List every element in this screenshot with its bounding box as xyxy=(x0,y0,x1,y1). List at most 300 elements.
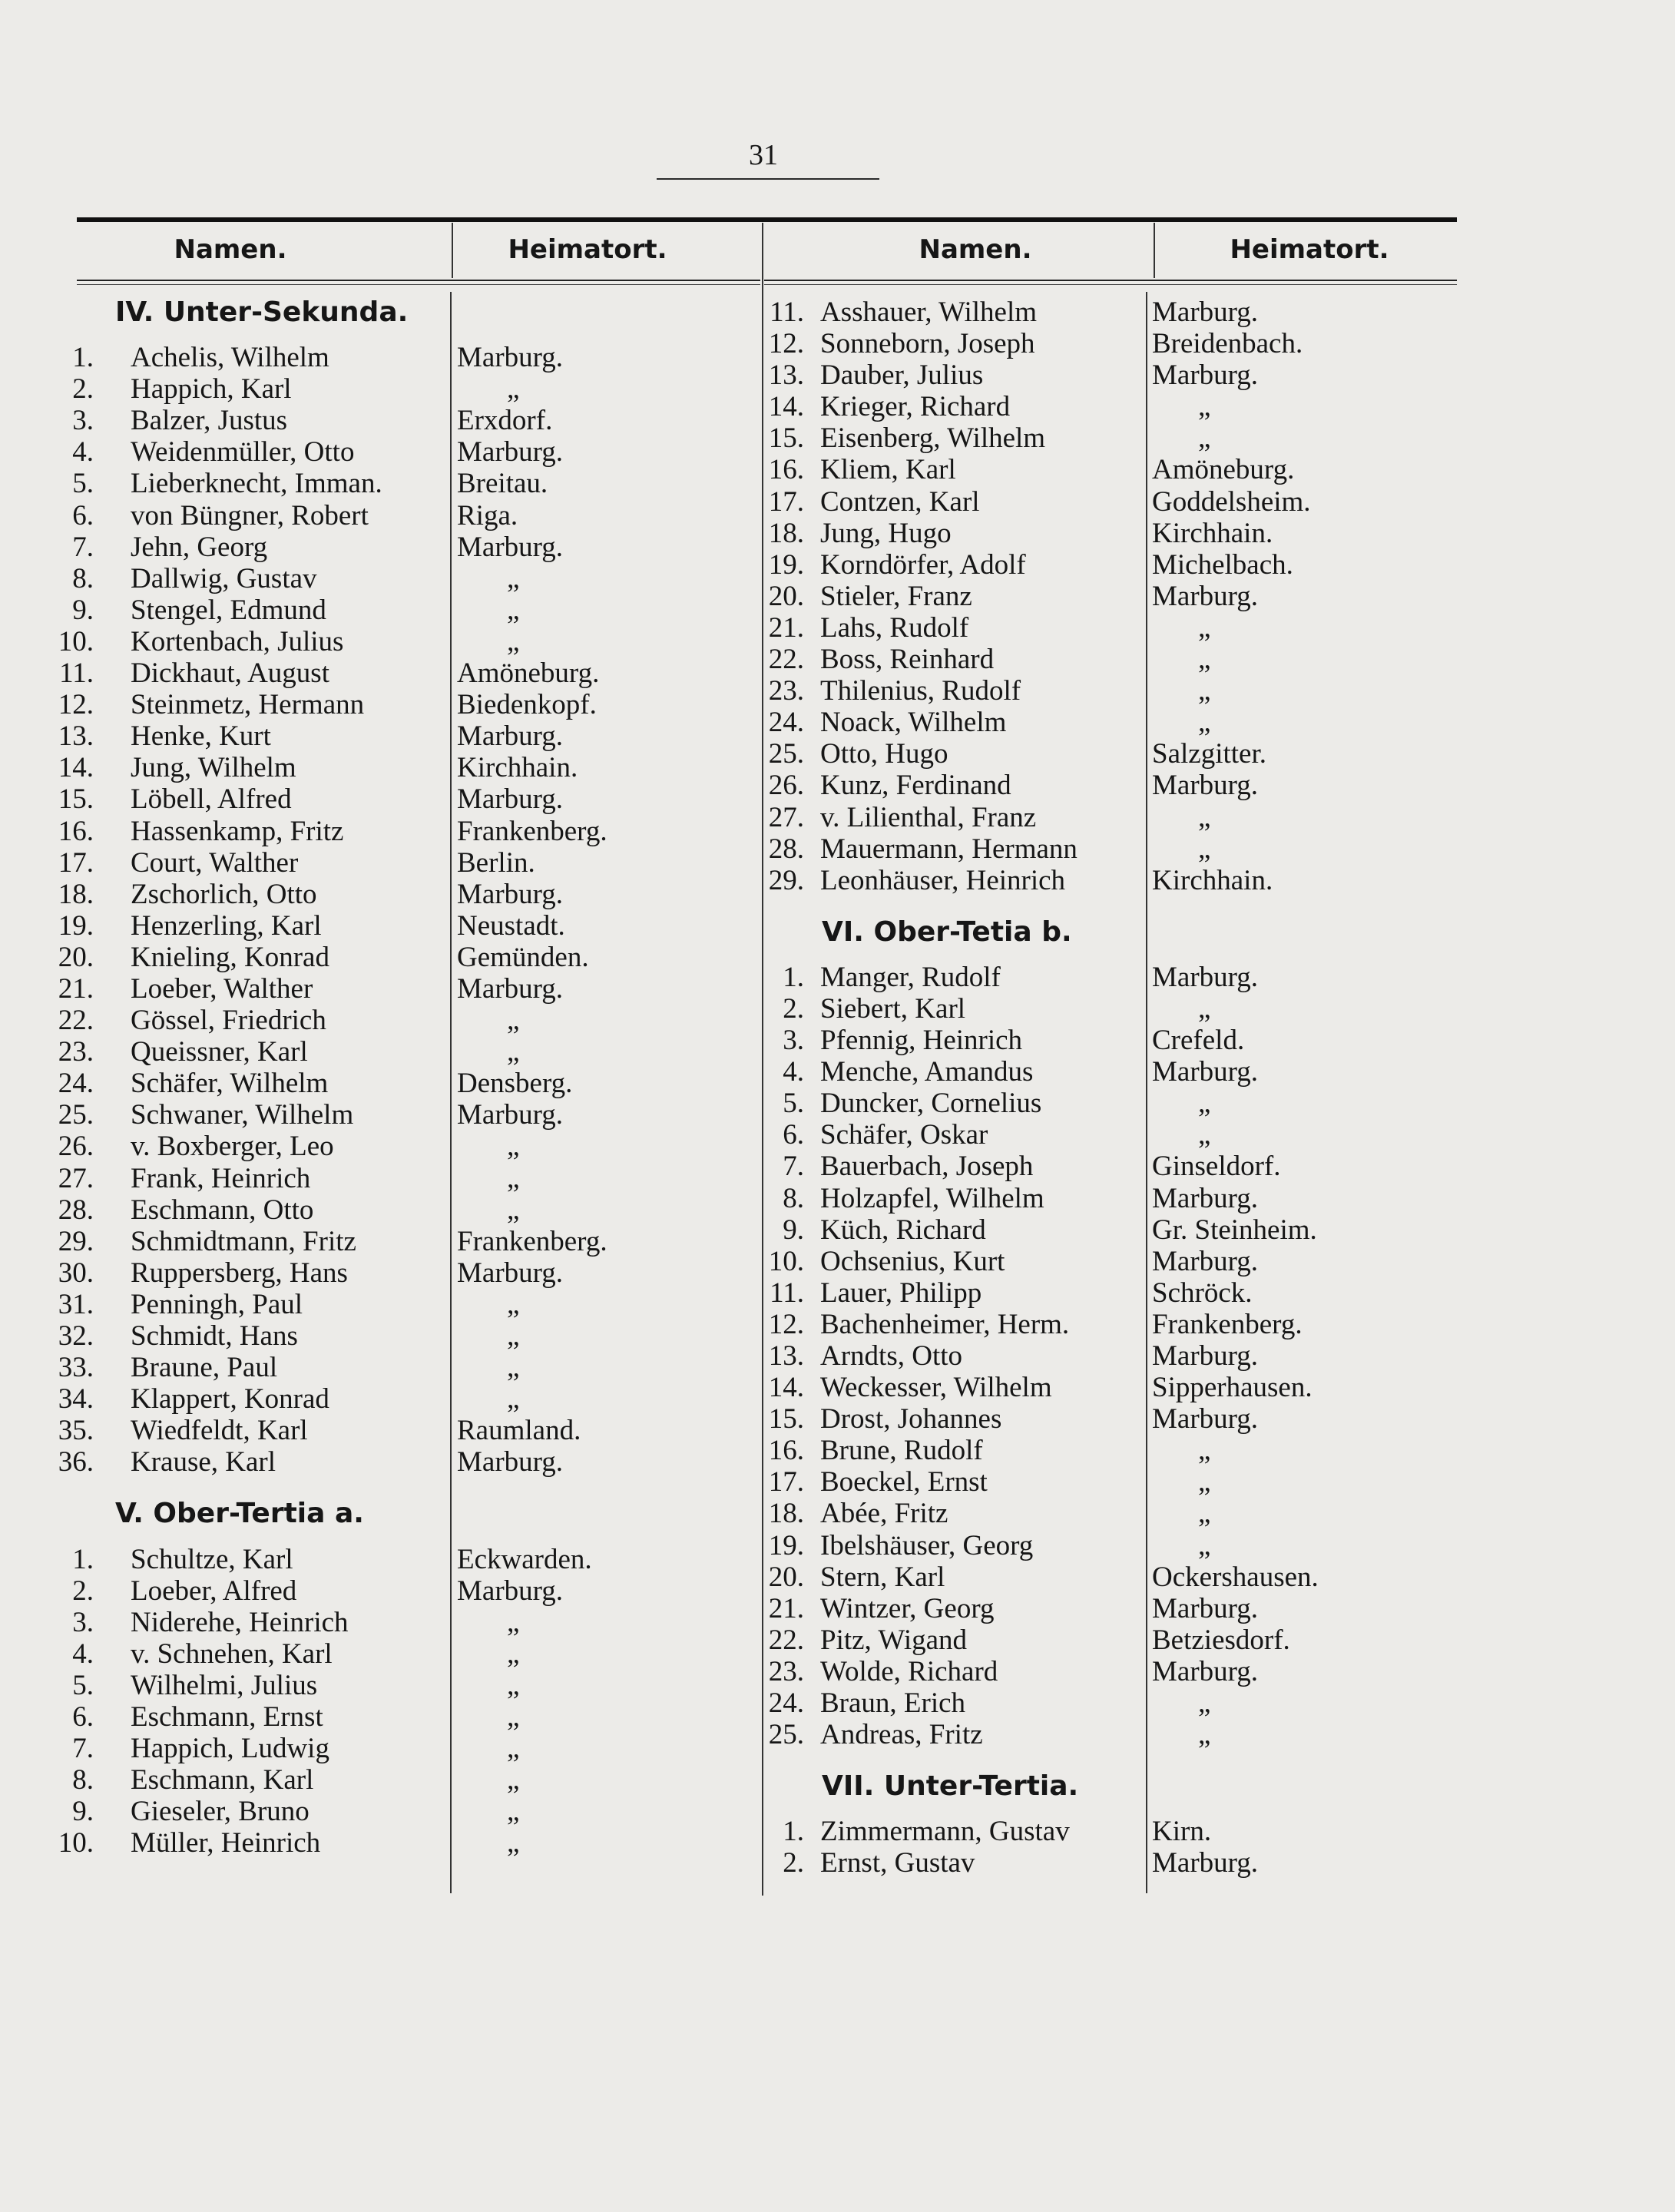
entry-number: 34. xyxy=(58,1383,94,1416)
student-name: Achelis, Wilhelm xyxy=(131,342,329,374)
list-item xyxy=(46,1131,753,1162)
list-item xyxy=(760,1214,1452,1246)
hometown: Kirchhain. xyxy=(1152,517,1273,549)
list-item xyxy=(760,1183,1452,1214)
student-name: Court, Walther xyxy=(131,846,299,879)
student-name: Queissner, Karl xyxy=(131,1036,308,1068)
student-name: Ochsenius, Kurt xyxy=(820,1245,1005,1277)
hometown: „ xyxy=(1198,675,1211,707)
list-item xyxy=(46,531,753,563)
list-item xyxy=(46,720,753,752)
hometown: Ginseldorf. xyxy=(1152,1151,1281,1183)
student-name: Lieberknecht, Imman. xyxy=(131,468,382,500)
entry-number: 7. xyxy=(72,1733,94,1765)
student-name: v. Boxberger, Leo xyxy=(131,1131,334,1163)
top-rule-left xyxy=(77,217,818,222)
entry-number: 12. xyxy=(768,1308,804,1340)
entry-number: 25. xyxy=(768,738,804,770)
entry-number: 33. xyxy=(58,1352,94,1384)
hometown: „ xyxy=(1198,644,1211,676)
entry-number: 32. xyxy=(58,1320,94,1352)
entry-number: 4. xyxy=(72,436,94,469)
student-name: Mauermann, Hermann xyxy=(820,833,1077,865)
section-title: V. Ober-Tertia a. xyxy=(115,1498,364,1530)
list-item xyxy=(46,1701,753,1733)
list-item xyxy=(46,1099,753,1131)
hometown: „ xyxy=(1198,1687,1211,1720)
entry-number: 24. xyxy=(58,1068,94,1100)
list-item xyxy=(46,1320,753,1352)
entry-number: 21. xyxy=(58,972,94,1005)
entry-number: 23. xyxy=(768,675,804,707)
student-name: Schultze, Karl xyxy=(131,1543,293,1575)
list-item xyxy=(760,1056,1452,1088)
header-names-left: Namen. xyxy=(174,234,287,265)
entry-number: 2. xyxy=(72,373,94,406)
hometown: „ xyxy=(1198,1466,1211,1498)
list-item xyxy=(760,1593,1452,1624)
hometown: „ xyxy=(507,1733,520,1765)
student-name: Leonhäuser, Heinrich xyxy=(820,864,1066,896)
hometown: „ xyxy=(507,1005,520,1037)
list-item xyxy=(46,816,753,847)
entry-number: 15. xyxy=(768,422,804,455)
entry-number: 9. xyxy=(72,594,94,626)
page-number: 31 xyxy=(749,139,778,171)
entry-number: 36. xyxy=(58,1446,94,1479)
hometown: „ xyxy=(507,1194,520,1226)
section-title: VII. Unter-Tertia. xyxy=(822,1770,1079,1803)
hometown: Frankenberg. xyxy=(1152,1308,1303,1340)
list-item xyxy=(46,1415,753,1446)
hometown: Densberg. xyxy=(457,1068,573,1100)
list-item xyxy=(760,1561,1452,1593)
hometown: Marburg. xyxy=(457,1257,564,1289)
list-item xyxy=(46,405,753,436)
student-name: Stieler, Franz xyxy=(820,580,972,612)
list-item xyxy=(46,689,753,720)
header-divider xyxy=(452,223,453,278)
list-item xyxy=(760,422,1452,454)
entry-number: 10. xyxy=(58,625,94,657)
student-name: Drost, Johannes xyxy=(820,1403,1002,1435)
list-item xyxy=(760,644,1452,675)
entry-number: 20. xyxy=(58,941,94,973)
hometown: Kirchhain. xyxy=(1152,864,1273,896)
student-name: Dallwig, Gustav xyxy=(131,562,317,594)
student-name: Zschorlich, Otto xyxy=(131,878,317,910)
student-name: Gössel, Friedrich xyxy=(131,1005,326,1037)
student-name: Henke, Kurt xyxy=(131,720,271,753)
entry-number: 12. xyxy=(768,328,804,360)
student-name: Gieseler, Bruno xyxy=(131,1796,310,1828)
hometown: Berlin. xyxy=(457,846,535,879)
hometown: Frankenberg. xyxy=(457,815,607,847)
entry-number: 4. xyxy=(783,1056,804,1088)
student-name: Dauber, Julius xyxy=(820,359,984,392)
hometown: Amöneburg. xyxy=(457,657,600,690)
section-title: IV. Unter-Sekunda. xyxy=(115,296,409,328)
student-name: Abée, Fritz xyxy=(820,1498,948,1530)
hometown: „ xyxy=(1198,707,1211,739)
student-name: Niderehe, Heinrich xyxy=(131,1606,349,1638)
student-name: Boss, Reinhard xyxy=(820,644,995,676)
student-name: Schäfer, Wilhelm xyxy=(131,1068,329,1100)
entry-number: 18. xyxy=(768,517,804,549)
entry-number: 7. xyxy=(72,531,94,563)
entry-number: 1. xyxy=(783,961,804,993)
student-name: Frank, Heinrich xyxy=(131,1162,311,1194)
student-name: Wiedfeldt, Karl xyxy=(131,1415,308,1447)
entry-number: 25. xyxy=(58,1099,94,1131)
entry-number: 4. xyxy=(72,1637,94,1670)
entry-number: 2. xyxy=(783,1847,804,1879)
entry-number: 16. xyxy=(768,454,804,486)
section-title: VI. Ober-Tetia b. xyxy=(822,916,1072,948)
entry-number: 15. xyxy=(768,1403,804,1435)
student-name: Manger, Rudolf xyxy=(820,961,1001,993)
header-names-right: Namen. xyxy=(919,234,1032,265)
hometown: „ xyxy=(507,1352,520,1384)
list-item xyxy=(46,1226,753,1257)
student-name: Hassenkamp, Fritz xyxy=(131,815,344,847)
list-item xyxy=(46,1575,753,1607)
list-item xyxy=(46,1670,753,1701)
student-name: Loeber, Walther xyxy=(131,972,313,1005)
list-item xyxy=(46,1289,753,1320)
list-item xyxy=(46,1163,753,1194)
list-item xyxy=(46,1796,753,1827)
entry-number: 2. xyxy=(72,1575,94,1607)
student-name: Eschmann, Ernst xyxy=(131,1701,323,1734)
student-name: Brune, Rudolf xyxy=(820,1435,983,1467)
entry-number: 24. xyxy=(768,707,804,739)
entry-number: 12. xyxy=(58,689,94,721)
list-item xyxy=(760,1498,1452,1529)
list-item xyxy=(760,1246,1452,1277)
list-item xyxy=(760,454,1452,485)
student-name: Boeckel, Ernst xyxy=(820,1466,988,1498)
list-item xyxy=(760,833,1452,865)
list-item xyxy=(46,879,753,910)
entry-number: 5. xyxy=(783,1088,804,1120)
hometown: „ xyxy=(507,1701,520,1734)
entry-number: 6. xyxy=(72,1701,94,1734)
entry-number: 11. xyxy=(59,657,94,690)
student-name: Kunz, Ferdinand xyxy=(820,770,1011,802)
entry-number: 5. xyxy=(72,468,94,500)
entry-number: 17. xyxy=(58,846,94,879)
student-name: Lauer, Philipp xyxy=(820,1277,982,1309)
hometown: Marburg. xyxy=(457,1575,564,1607)
hometown: „ xyxy=(1198,992,1211,1025)
entry-number: 6. xyxy=(72,499,94,531)
list-item xyxy=(46,910,753,942)
student-name: Bachenheimer, Herm. xyxy=(820,1308,1070,1340)
list-item xyxy=(46,942,753,973)
list-item xyxy=(760,1309,1452,1340)
list-item xyxy=(760,1403,1452,1435)
hometown: Kirchhain. xyxy=(457,752,578,784)
entry-number: 29. xyxy=(58,1225,94,1257)
student-name: Menche, Amandus xyxy=(820,1056,1034,1088)
list-item xyxy=(760,1656,1452,1687)
entry-number: 13. xyxy=(768,1340,804,1372)
entry-number: 26. xyxy=(768,770,804,802)
list-item xyxy=(760,1530,1452,1561)
hometown: Breidenbach. xyxy=(1152,328,1303,360)
list-item xyxy=(46,1733,753,1764)
list-item xyxy=(760,675,1452,707)
student-name: Eschmann, Karl xyxy=(131,1764,314,1796)
hometown: „ xyxy=(1198,801,1211,833)
entry-number: 1. xyxy=(72,1543,94,1575)
entry-number: 22. xyxy=(768,644,804,676)
student-name: Küch, Richard xyxy=(820,1214,986,1246)
student-name: Zimmermann, Gustav xyxy=(820,1816,1070,1848)
hometown: Frankenberg. xyxy=(457,1225,607,1257)
student-name: Lahs, Rudolf xyxy=(820,611,969,644)
list-item xyxy=(46,752,753,783)
list-item xyxy=(760,1088,1452,1119)
entry-number: 18. xyxy=(768,1498,804,1530)
student-name: v. Schnehen, Karl xyxy=(131,1637,333,1670)
entry-number: 16. xyxy=(58,815,94,847)
student-name: Ibelshäuser, Georg xyxy=(820,1529,1034,1561)
hometown: Marburg. xyxy=(1152,961,1259,993)
hometown: Neustadt. xyxy=(457,909,565,942)
student-name: Weckesser, Wilhelm xyxy=(820,1372,1052,1404)
entry-number: 6. xyxy=(783,1119,804,1151)
hometown: Salzgitter. xyxy=(1152,738,1266,770)
list-item xyxy=(760,1372,1452,1403)
hometown: Goddelsheim. xyxy=(1152,485,1311,518)
header-rule-right-thin xyxy=(764,284,1457,285)
list-item xyxy=(46,847,753,879)
list-item xyxy=(760,1435,1452,1466)
hometown: Kirn. xyxy=(1152,1816,1212,1848)
list-item xyxy=(46,563,753,594)
hometown: Riga. xyxy=(457,499,518,531)
student-name: von Büngner, Robert xyxy=(131,499,369,531)
list-item xyxy=(760,1847,1452,1879)
list-item xyxy=(760,1719,1452,1750)
hometown: „ xyxy=(507,1637,520,1670)
hometown: Marburg. xyxy=(457,720,564,753)
list-item xyxy=(760,1277,1452,1309)
student-name: Ernst, Gustav xyxy=(820,1847,975,1879)
entry-number: 22. xyxy=(58,1005,94,1037)
hometown: Breitau. xyxy=(457,468,548,500)
header-hometown-right: Heimatort. xyxy=(1230,234,1389,265)
entry-number: 21. xyxy=(768,611,804,644)
hometown: „ xyxy=(1198,422,1211,455)
list-item xyxy=(46,1068,753,1099)
list-item xyxy=(46,1638,753,1670)
hometown: Marburg. xyxy=(1152,1182,1259,1214)
entry-number: 3. xyxy=(72,405,94,437)
list-item xyxy=(760,486,1452,518)
student-name: Braun, Erich xyxy=(820,1687,966,1720)
hometown: Ockershausen. xyxy=(1152,1561,1319,1593)
hometown: Marburg. xyxy=(1152,580,1259,612)
student-name: Eschmann, Otto xyxy=(131,1194,314,1226)
entry-number: 14. xyxy=(58,752,94,784)
student-name: Siebert, Karl xyxy=(820,992,966,1025)
list-item xyxy=(46,657,753,689)
list-item xyxy=(46,373,753,405)
student-name: Penningh, Paul xyxy=(131,1288,303,1320)
list-item xyxy=(760,865,1452,896)
entry-number: 19. xyxy=(768,548,804,581)
student-name: Sonneborn, Joseph xyxy=(820,328,1035,360)
entry-number: 19. xyxy=(58,909,94,942)
list-item xyxy=(46,1352,753,1383)
list-item xyxy=(760,328,1452,359)
entry-number: 16. xyxy=(768,1435,804,1467)
hometown: Marburg. xyxy=(457,1446,564,1479)
list-item xyxy=(46,1005,753,1036)
hometown: „ xyxy=(507,562,520,594)
hometown: Marburg. xyxy=(457,342,564,374)
list-item xyxy=(46,626,753,657)
student-name: Krause, Karl xyxy=(131,1446,276,1479)
hometown: „ xyxy=(507,594,520,626)
top-rule-right xyxy=(817,217,1457,222)
list-item xyxy=(760,296,1452,328)
list-item xyxy=(760,612,1452,644)
list-item xyxy=(46,783,753,815)
entry-number: 10. xyxy=(58,1827,94,1859)
entry-number: 8. xyxy=(72,562,94,594)
list-item xyxy=(760,391,1452,422)
hometown: Marburg. xyxy=(457,783,564,816)
list-item xyxy=(760,518,1452,549)
list-item xyxy=(760,1025,1452,1056)
hometown: „ xyxy=(1198,1529,1211,1561)
header-rule-left xyxy=(77,280,760,281)
hometown: Marburg. xyxy=(457,878,564,910)
hometown: „ xyxy=(507,1162,520,1194)
hometown: „ xyxy=(507,1827,520,1859)
student-name: Henzerling, Karl xyxy=(131,909,322,942)
entry-number: 23. xyxy=(768,1655,804,1687)
hometown: „ xyxy=(507,1320,520,1352)
entry-number: 17. xyxy=(768,485,804,518)
right-column xyxy=(760,296,1452,1879)
list-item xyxy=(760,1119,1452,1151)
student-name: Braune, Paul xyxy=(131,1352,278,1384)
list-item xyxy=(760,1340,1452,1372)
list-item xyxy=(760,549,1452,581)
entry-number: 19. xyxy=(768,1529,804,1561)
hometown: Marburg. xyxy=(1152,770,1259,802)
list-item xyxy=(760,1816,1452,1847)
entry-number: 31. xyxy=(58,1288,94,1320)
student-name: Thilenius, Rudolf xyxy=(820,675,1021,707)
list-item xyxy=(760,581,1452,612)
hometown: „ xyxy=(507,1669,520,1701)
entry-number: 26. xyxy=(58,1131,94,1163)
hometown: Gr. Steinheim. xyxy=(1152,1214,1317,1246)
list-item xyxy=(46,342,753,373)
student-name: Andreas, Fritz xyxy=(820,1719,983,1751)
student-name: Schmidt, Hans xyxy=(131,1320,298,1352)
header-hometown-left: Heimatort. xyxy=(508,234,667,265)
student-name: Schmidtmann, Fritz xyxy=(131,1225,356,1257)
entry-number: 24. xyxy=(768,1687,804,1720)
student-name: Happich, Karl xyxy=(131,373,292,406)
list-item xyxy=(760,738,1452,770)
hometown: Betziesdorf. xyxy=(1152,1624,1290,1656)
entry-number: 8. xyxy=(783,1182,804,1214)
entry-number: 14. xyxy=(768,391,804,423)
hometown: „ xyxy=(1198,1435,1211,1467)
student-name: Jehn, Georg xyxy=(131,531,268,563)
entry-number: 15. xyxy=(58,783,94,816)
entry-number: 22. xyxy=(768,1624,804,1656)
hometown: Marburg. xyxy=(1152,1340,1259,1372)
list-item xyxy=(760,1687,1452,1719)
entry-number: 9. xyxy=(783,1214,804,1246)
entry-number: 27. xyxy=(768,801,804,833)
entry-number: 17. xyxy=(768,1466,804,1498)
entry-number: 8. xyxy=(72,1764,94,1796)
student-name: Schäfer, Oskar xyxy=(820,1119,988,1151)
student-name: Kortenbach, Julius xyxy=(131,625,344,657)
hometown: Raumland. xyxy=(457,1415,581,1447)
hometown: „ xyxy=(1198,1498,1211,1530)
student-name: Müller, Heinrich xyxy=(131,1827,321,1859)
hometown: Marburg. xyxy=(1152,296,1259,328)
student-name: Klappert, Konrad xyxy=(131,1383,329,1416)
student-name: v. Lilienthal, Franz xyxy=(820,801,1037,833)
list-item xyxy=(46,468,753,499)
student-name: Duncker, Cornelius xyxy=(820,1088,1042,1120)
list-item xyxy=(46,436,753,468)
entry-number: 13. xyxy=(58,720,94,753)
hometown: „ xyxy=(507,1606,520,1638)
hometown: Marburg. xyxy=(1152,1245,1259,1277)
entry-number: 10. xyxy=(768,1245,804,1277)
list-item xyxy=(760,359,1452,391)
student-name: Wolde, Richard xyxy=(820,1655,998,1687)
entry-number: 28. xyxy=(58,1194,94,1226)
hometown: Biedenkopf. xyxy=(457,689,597,721)
student-name: Pfennig, Heinrich xyxy=(820,1025,1023,1057)
entry-number: 7. xyxy=(783,1151,804,1183)
hometown: Schröck. xyxy=(1152,1277,1253,1309)
hometown: „ xyxy=(1198,611,1211,644)
header-rule-left-thin xyxy=(77,284,760,285)
list-item xyxy=(760,770,1452,801)
entry-number: 18. xyxy=(58,878,94,910)
list-item xyxy=(46,1827,753,1859)
student-name: Dickhaut, August xyxy=(131,657,329,690)
student-name: Loeber, Alfred xyxy=(131,1575,297,1607)
list-item xyxy=(46,1194,753,1226)
hometown: Amöneburg. xyxy=(1152,454,1295,486)
hometown: Erxdorf. xyxy=(457,405,553,437)
entry-number: 14. xyxy=(768,1372,804,1404)
left-column xyxy=(46,296,753,1859)
hometown: Marburg. xyxy=(1152,1847,1259,1879)
hometown: „ xyxy=(1198,1119,1211,1151)
hometown: Gemünden. xyxy=(457,941,589,973)
hometown: „ xyxy=(507,1288,520,1320)
page-number-rule xyxy=(657,178,879,180)
hometown: Marburg. xyxy=(1152,1403,1259,1435)
